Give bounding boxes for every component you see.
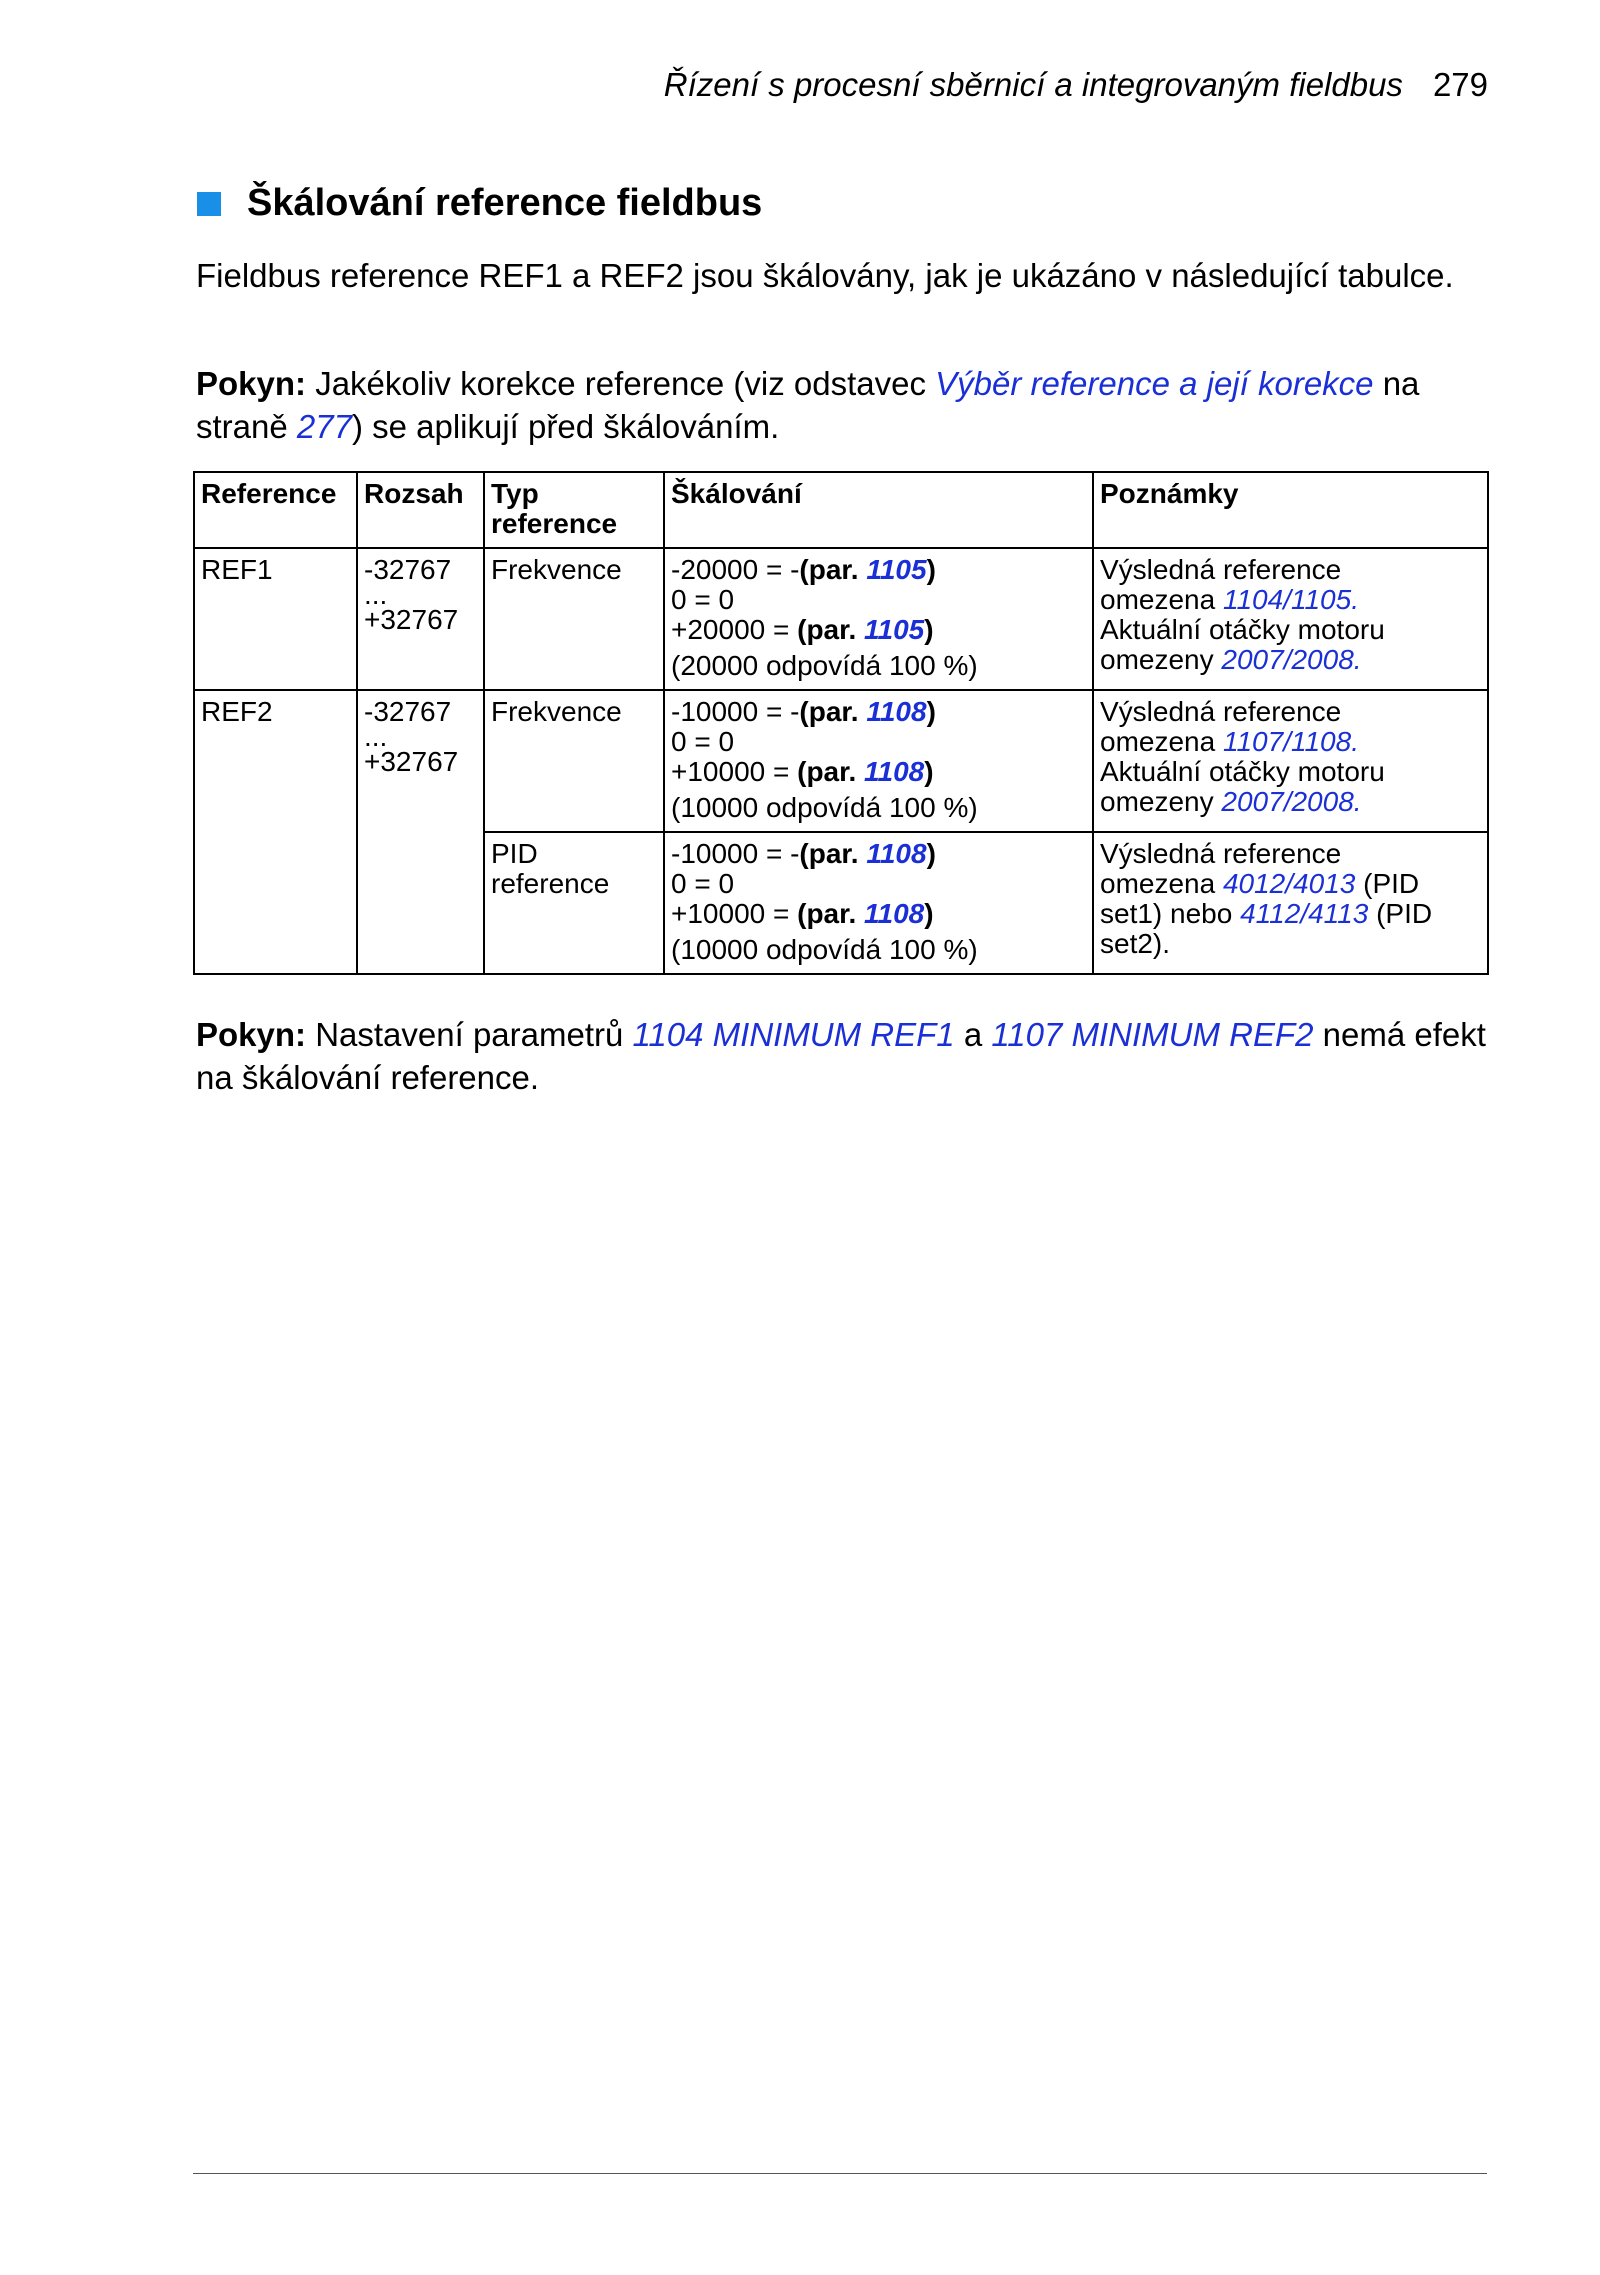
link-param-1105[interactable]: 1105 [864, 614, 925, 645]
header-type: Typ reference [484, 472, 664, 548]
link-param-2007[interactable]: 2007 [1221, 786, 1284, 817]
link-param-1108[interactable]: 1108 [864, 898, 925, 929]
header-title: Řízení s procesní sběrnicí a integrovaným fieldbus [663, 66, 1403, 103]
link-param-4013[interactable]: 4013 [1293, 868, 1356, 899]
cell-notes: Výsledná reference omezena 4012/4013 (PID set1) nebo 4112/4113 (PID set2). [1093, 832, 1488, 974]
note-paragraph-correction [196, 362, 1496, 448]
header-reference: Reference [194, 472, 357, 548]
cell-type: PID reference [484, 832, 664, 974]
link-param-4012[interactable]: 4012 [1222, 868, 1286, 899]
section-title-text: Škálování reference fieldbus [247, 182, 763, 224]
link-param-1107-minimum-ref2[interactable]: 1107 MINIMUM REF2 [991, 1016, 1314, 1053]
header-notes: Poznámky [1093, 472, 1488, 548]
link-page-277[interactable]: 277 [296, 408, 352, 445]
cell-type: Frekvence [484, 690, 664, 832]
note-text: Jakékoliv korekce reference (viz odstavec [306, 365, 936, 402]
cell-scaling: -20000 = -(par. 1105) 0 = 0 +20000 = (par. 1105) (20000 odpovídá 100 %) [664, 548, 1093, 690]
link-param-1108[interactable]: 1108 [866, 838, 927, 869]
cell-reference: REF2 [194, 690, 357, 974]
note-text: na straně [196, 365, 1420, 445]
section-heading [197, 182, 762, 225]
page-number: 279 [1432, 66, 1488, 103]
table-row [194, 548, 1488, 690]
link-param-4112[interactable]: 4112 [1240, 898, 1301, 929]
link-reference-selection[interactable]: Výběr reference a její korekce [935, 365, 1374, 402]
reference-scaling-table [193, 471, 1489, 975]
cell-range: -32767 ... +32767 [357, 548, 484, 690]
cell-reference: REF1 [194, 548, 357, 690]
link-param-1105[interactable]: 1105 [1290, 584, 1352, 615]
link-param-1107[interactable]: 1107 [1222, 726, 1284, 757]
note-paragraph-minimum-ref: Pokyn: Nastavení parametrů 1104 MINIMUM REF1 a 1107 MINIMUM REF2 nemá efekt na škálování reference. [196, 1016, 1486, 1096]
running-header [664, 66, 1488, 104]
note-label: Pokyn: [196, 365, 307, 402]
cell-notes: Výsledná reference omezena 1104/1105. Aktuální otáčky motoru omezeny 2007/2008. [1093, 548, 1488, 690]
cell-scaling: -10000 = -(par. 1108) 0 = 0 +10000 = (par. 1108) (10000 odpovídá 100 %) [664, 690, 1093, 832]
table-header-row [194, 472, 1488, 548]
note-text: ) se aplikují před škálováním. [351, 408, 780, 445]
cell-scaling: -10000 = -(par. 1108) 0 = 0 +10000 = (par. 1108) (10000 odpovídá 100 %) [664, 832, 1093, 974]
square-bullet-icon [197, 192, 221, 216]
footer-divider [193, 2173, 1487, 2174]
link-param-1108[interactable]: 1108 [864, 756, 925, 787]
link-param-2008[interactable]: 2008 [1291, 644, 1354, 675]
note-label: Pokyn: [196, 1016, 307, 1053]
header-scaling: Škálování [664, 472, 1093, 548]
header-range: Rozsah [357, 472, 484, 548]
cell-type: Frekvence [484, 548, 664, 690]
intro-paragraph: Fieldbus reference REF1 a REF2 jsou škálovány, jak je ukázáno v následující tabulce. [196, 257, 1454, 294]
link-param-1108[interactable]: 1108 [1290, 726, 1352, 757]
cell-notes: Výsledná reference omezena 1107/1108. Aktuální otáčky motoru omezeny 2007/2008. [1093, 690, 1488, 832]
table-row [194, 690, 1488, 832]
link-param-1105[interactable]: 1105 [866, 554, 927, 585]
link-param-1104[interactable]: 1104 [1222, 584, 1284, 615]
cell-range: -32767 ... +32767 [357, 690, 484, 974]
link-param-2007[interactable]: 2007 [1221, 644, 1284, 675]
link-param-1104-minimum-ref1[interactable]: 1104 MINIMUM REF1 [632, 1016, 955, 1053]
link-param-4113[interactable]: 4113 [1308, 898, 1369, 929]
link-param-2008[interactable]: 2008 [1291, 786, 1354, 817]
link-param-1108[interactable]: 1108 [866, 696, 927, 727]
